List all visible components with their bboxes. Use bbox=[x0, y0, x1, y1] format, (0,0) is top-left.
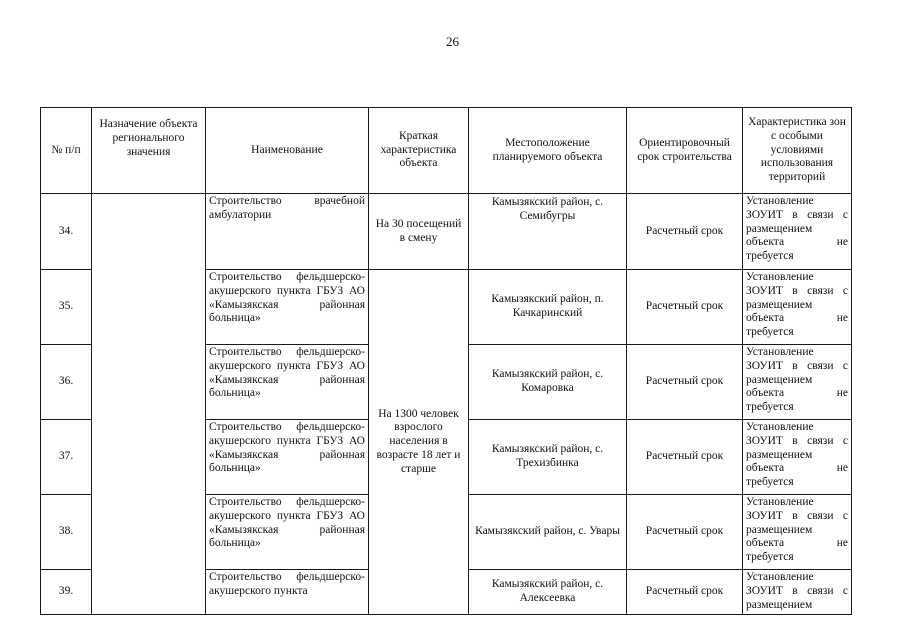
row-brief-merged: На 1300 человек взрослого населения в возрасте 18 лет и старше bbox=[369, 270, 469, 615]
row-name: Строительство фельдшерско-акушерского пункта bbox=[206, 570, 369, 615]
row-name: Строительство фельдшерско-акушерского пункта ГБУЗ АО «Камызякская районная больница» bbox=[206, 345, 369, 420]
row-name: Строительство фельдшерско-акушерского пункта ГБУЗ АО «Камызякская районная больница» bbox=[206, 420, 369, 495]
header-term: Ориентировочный срок строительства bbox=[627, 108, 743, 194]
row-num: 34. bbox=[41, 194, 92, 270]
header-num: № п/п bbox=[41, 108, 92, 194]
table-header-row bbox=[41, 108, 852, 194]
row-location: Камызякский район, с. Увары bbox=[469, 495, 627, 570]
row-brief: На 30 посещений в смену bbox=[369, 194, 469, 270]
row-location: Камызякский район, с. Комаровка bbox=[469, 345, 627, 420]
purpose-cell bbox=[92, 194, 206, 615]
row-location: Камызякский район, с. Трехизбинка bbox=[469, 420, 627, 495]
header-name: Наименование bbox=[206, 108, 369, 194]
row-location: Камызякский район, с. Алексеевка bbox=[469, 570, 627, 615]
row-num: 37. bbox=[41, 420, 92, 495]
regional-objects-table bbox=[40, 107, 852, 615]
row-num: 35. bbox=[41, 270, 92, 345]
row-term: Расчетный срок bbox=[627, 420, 743, 495]
header-brief: Краткая характеристика объекта bbox=[369, 108, 469, 194]
row-num: 38. bbox=[41, 495, 92, 570]
row-num: 39. bbox=[41, 570, 92, 615]
table-row bbox=[41, 194, 852, 270]
row-location: Камызякский район, п. Качкаринский bbox=[469, 270, 627, 345]
row-term: Расчетный срок bbox=[627, 345, 743, 420]
row-name: Строительство фельдшерско-акушерского пункта ГБУЗ АО «Камызякская районная больница» bbox=[206, 270, 369, 345]
row-name: Строительство фельдшерско-акушерского пункта ГБУЗ АО «Камызякская районная больница» bbox=[206, 495, 369, 570]
row-term: Расчетный срок bbox=[627, 570, 743, 615]
page-number: 26 bbox=[446, 34, 459, 49]
row-num: 36. bbox=[41, 345, 92, 420]
header-zone: Характеристика зон с особыми условиями использования территорий bbox=[743, 108, 852, 194]
row-zone: Установление ЗОУИТ в связи с размещением bbox=[743, 570, 852, 615]
row-location: Камызякский район, с. Семибугры bbox=[469, 194, 627, 270]
header-location: Местоположение планируемого объекта bbox=[469, 108, 627, 194]
row-zone: Установление ЗОУИТ в связи с размещением объекта не требуется bbox=[743, 420, 852, 495]
row-term: Расчетный срок bbox=[627, 270, 743, 345]
row-zone: Установление ЗОУИТ в связи с размещением объекта не требуется bbox=[743, 495, 852, 570]
row-term: Расчетный срок bbox=[627, 194, 743, 270]
row-zone: Установление ЗОУИТ в связи с размещением объекта не требуется bbox=[743, 345, 852, 420]
header-purpose: Назначение объекта регионального значения bbox=[92, 108, 206, 194]
row-term: Расчетный срок bbox=[627, 495, 743, 570]
row-name: Строительство врачебной амбулатории bbox=[206, 194, 369, 270]
row-zone: Установление ЗОУИТ в связи с размещением объекта не требуется bbox=[743, 270, 852, 345]
row-zone: Установление ЗОУИТ в связи с размещением объекта не требуется bbox=[743, 194, 852, 270]
